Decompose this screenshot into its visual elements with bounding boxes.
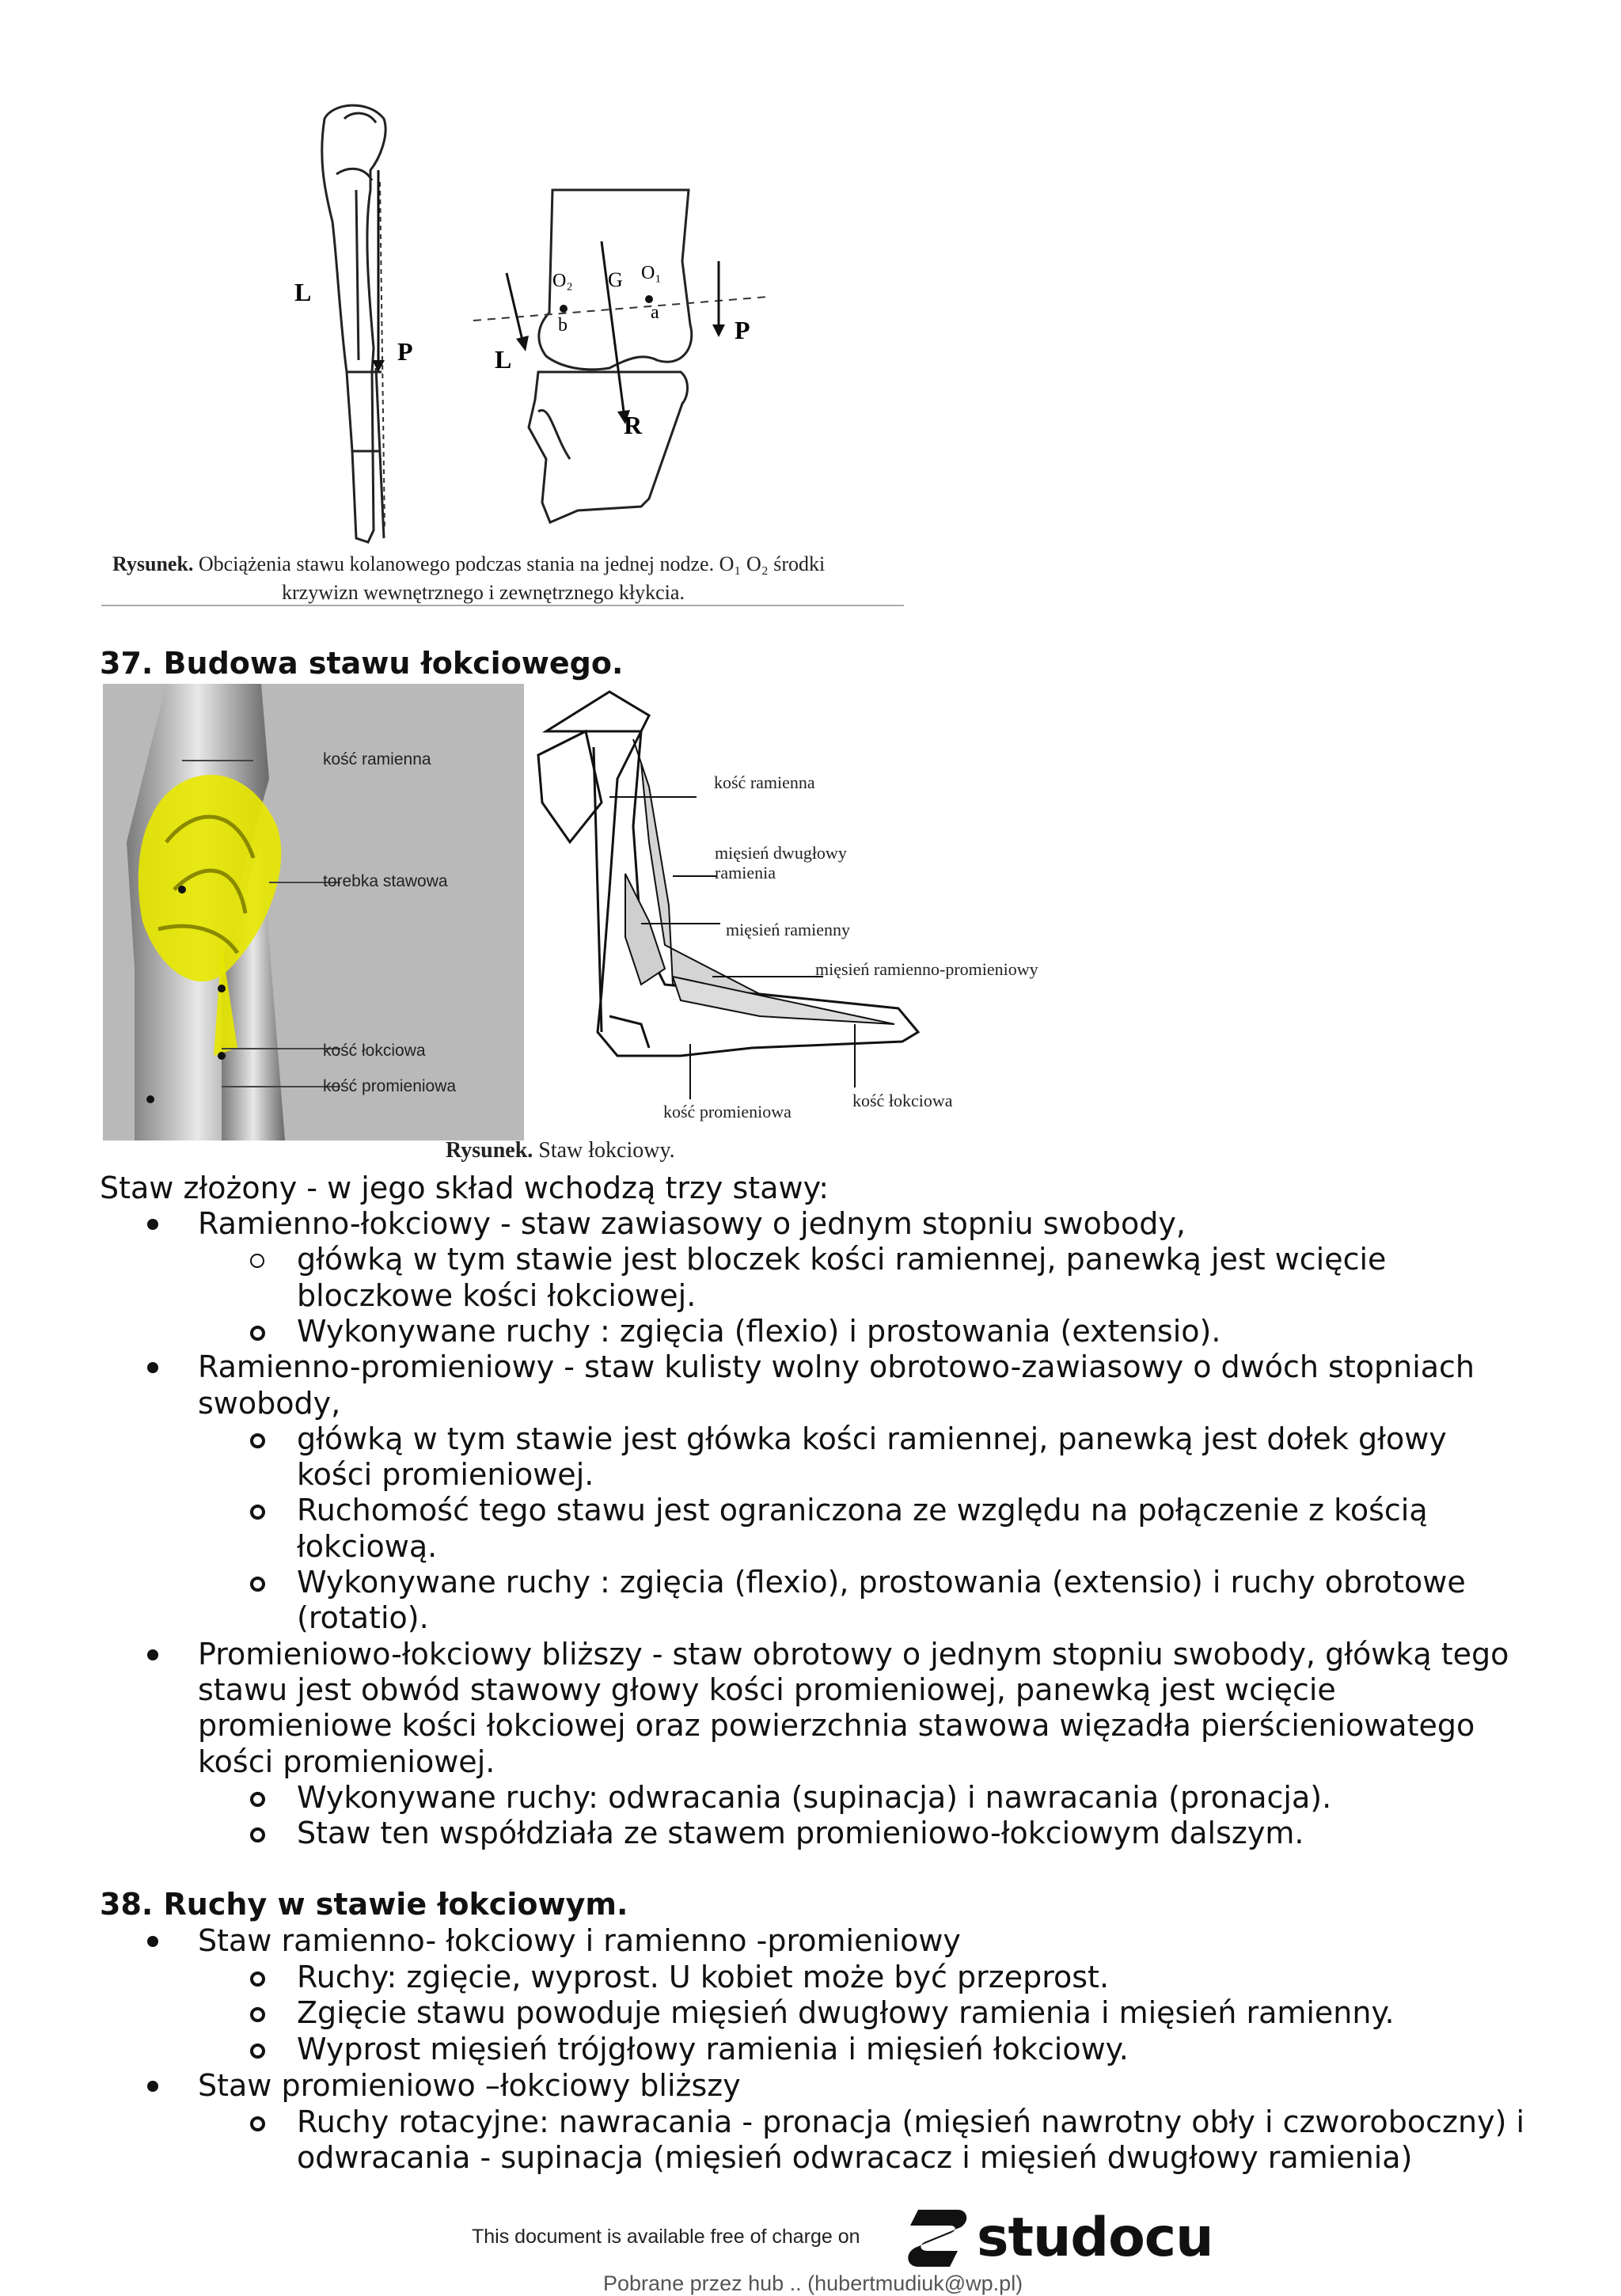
sub-list-item-text: główką w tym stawie jest bloczek kości ramiennej, panewką jest wcięcie	[297, 1242, 1387, 1277]
bullet-marker	[147, 1936, 158, 1947]
sub-bullet-marker	[250, 1326, 265, 1341]
bullet-marker	[147, 1362, 158, 1373]
figure2-caption	[446, 1138, 675, 1163]
footer-available-text: This document is available free of charge on	[472, 2226, 860, 2248]
label-L-knee: L	[495, 345, 512, 374]
bullet-marker	[147, 1649, 158, 1660]
photo-label-humerus: kość ramienna	[323, 750, 431, 768]
figure1-caption-bold: Rysunek.	[112, 552, 194, 575]
list-item-text: Ramienno-łokciowy - staw zawiasowy o jednym stopniu swobody,	[198, 1206, 1186, 1241]
diagram-label-biceps-2: ramienia	[715, 863, 776, 882]
list-item-text: Staw ramienno- łokciowy i ramienno -promieniowy	[198, 1923, 961, 1958]
sub-list-item-text: bloczkowe kości łokciowej.	[297, 1277, 697, 1313]
knee-joint-drawing	[529, 190, 692, 522]
sub-list-item-text: Zgięcie stawu powoduje mięsień dwugłowy ramienia i mięsień ramienny.	[297, 1995, 1395, 2031]
bullet-marker	[147, 1219, 158, 1230]
figure1-caption	[112, 552, 825, 576]
elbow-muscle-diagram	[522, 684, 1061, 1127]
diagram-label-humerus: kość ramienna	[714, 772, 815, 792]
bullet-marker	[147, 2081, 158, 2092]
diagram-label-radius: kość promieniowa	[663, 1102, 792, 1121]
sub-bullet-marker	[250, 1505, 265, 1520]
figure1-caption-text: Obciążenia stawu kolanowego podczas stania na jednej nodze. O₁ O₂ środki	[193, 552, 826, 575]
figure2-caption-text: Staw łokciowy.	[533, 1138, 675, 1163]
label-b: b	[558, 315, 568, 336]
list-item-text: kości promieniowej.	[198, 1744, 495, 1779]
list-item-text: stawu jest obwód stawowy głowy kości promieniowej, panewką jest wcięcie	[198, 1672, 1336, 1707]
label-O2: O₂	[552, 271, 573, 291]
sub-bullet-marker	[250, 1827, 265, 1842]
sub-list-item-text: Ruchomość tego stawu jest ograniczona ze względu na połączenie z kością	[297, 1493, 1428, 1528]
sub-list-item-text: kości promieniowej.	[297, 1457, 594, 1493]
section38-heading: 38. Ruchy w stawie łokciowym.	[100, 1887, 628, 1922]
sub-bullet-marker	[250, 1792, 265, 1807]
sub-list-item-text: (rotatio).	[297, 1600, 429, 1636]
sub-bullet-marker	[250, 2007, 265, 2022]
figure1-caption-line2: krzywizn wewnętrznego i zewnętrznego kłykcia.	[282, 581, 685, 604]
sub-list-item-text: główką w tym stawie jest główka kości ramiennej, panewką jest dołek głowy	[297, 1421, 1447, 1456]
list-item-text: Promieniowo-łokciowy bliższy - staw obrotowy o jednym stopniu swobody, główką tego	[198, 1636, 1509, 1672]
label-a: a	[651, 302, 659, 323]
sub-bullet-marker	[250, 1577, 265, 1592]
sub-bullet-marker	[250, 1972, 265, 1987]
leg-bone-drawing	[322, 105, 385, 542]
sub-list-item-text: Wyprost mięsień trójgłowy ramienia i mięsień łokciowy.	[297, 2032, 1129, 2067]
sub-bullet-marker	[250, 1254, 264, 1268]
sub-bullet-marker	[250, 2044, 265, 2059]
sub-list-item-text: odwracania - supinacja (mięsień odwracacz i mięsień dwugłowy ramienia)	[297, 2140, 1413, 2176]
sub-list-item-text: Staw ten współdziała ze stawem promieniowo-łokciowym dalszym.	[297, 1816, 1304, 1851]
diagram-label-brachioradialis: mięsień ramienno-promieniowy	[815, 959, 1038, 979]
photo-label-ulna: kość łokciowa	[323, 1042, 426, 1060]
list-item-text: swobody,	[198, 1385, 341, 1421]
studocu-brand: studocu	[977, 2207, 1213, 2269]
sub-list-item-text: Wykonywane ruchy : zgięcia (flexio), prostowania (extensio) i ruchy obrotowe	[297, 1565, 1466, 1600]
elbow-photo	[103, 684, 524, 1140]
sub-list-item-text: łokciową.	[297, 1528, 438, 1564]
label-L-leg: L	[294, 278, 312, 306]
knee-load-figure	[95, 87, 918, 617]
sub-list-item-text: Wykonywane ruchy: odwracania (supinacja) i nawracania (pronacja).	[297, 1779, 1332, 1815]
label-G: G	[608, 268, 623, 291]
figure2-caption-bold: Rysunek.	[446, 1138, 533, 1163]
sub-list-item-text: Ruchy rotacyjne: nawracania - pronacja (mięsień nawrotny obły i czworoboczny) i	[297, 2104, 1525, 2139]
label-P-leg: P	[397, 337, 413, 366]
label-O1: O₁	[641, 263, 662, 283]
section37-intro: Staw złożony - w jego skład wchodzą trzy stawy:	[100, 1171, 829, 1205]
diagram-label-biceps-1: mięsień dwugłowy	[715, 843, 847, 863]
sub-bullet-marker	[250, 2116, 265, 2131]
diagram-label-ulna: kość łokciowa	[852, 1091, 953, 1110]
sub-bullet-marker	[250, 1433, 265, 1448]
label-R: R	[624, 411, 643, 439]
list-item-text: Ramienno-promieniowy - staw kulisty wolny obrotowo-zawiasowy o dwóch stopniach	[198, 1349, 1475, 1385]
section37-heading: 37. Budowa stawu łokciowego.	[100, 646, 624, 681]
list-item-text: promieniowe kości łokciowej oraz powierzchnia stawowa więzadła pierścieniowatego	[198, 1708, 1475, 1744]
photo-label-radius: kość promieniowa	[323, 1077, 457, 1095]
studocu-logo-icon	[902, 2205, 974, 2271]
elbow-photo-drawing	[103, 684, 524, 1140]
photo-label-capsule: torebka stawowa	[323, 872, 448, 890]
sub-list-item-text: Ruchy: zgięcie, wyprost. U kobiet może być przeprost.	[297, 1959, 1110, 1994]
sub-list-item-text: Wykonywane ruchy : zgięcia (flexio) i prostowania (extensio).	[297, 1313, 1221, 1349]
footer-downloaded-by: Pobrane przez hub .. (hubertmudiuk@wp.pl)	[603, 2271, 1023, 2295]
list-item-text: Staw promieniowo –łokciowy bliższy	[198, 2067, 741, 2103]
label-P-knee: P	[735, 316, 750, 344]
diagram-label-brachialis: mięsień ramienny	[726, 920, 851, 939]
